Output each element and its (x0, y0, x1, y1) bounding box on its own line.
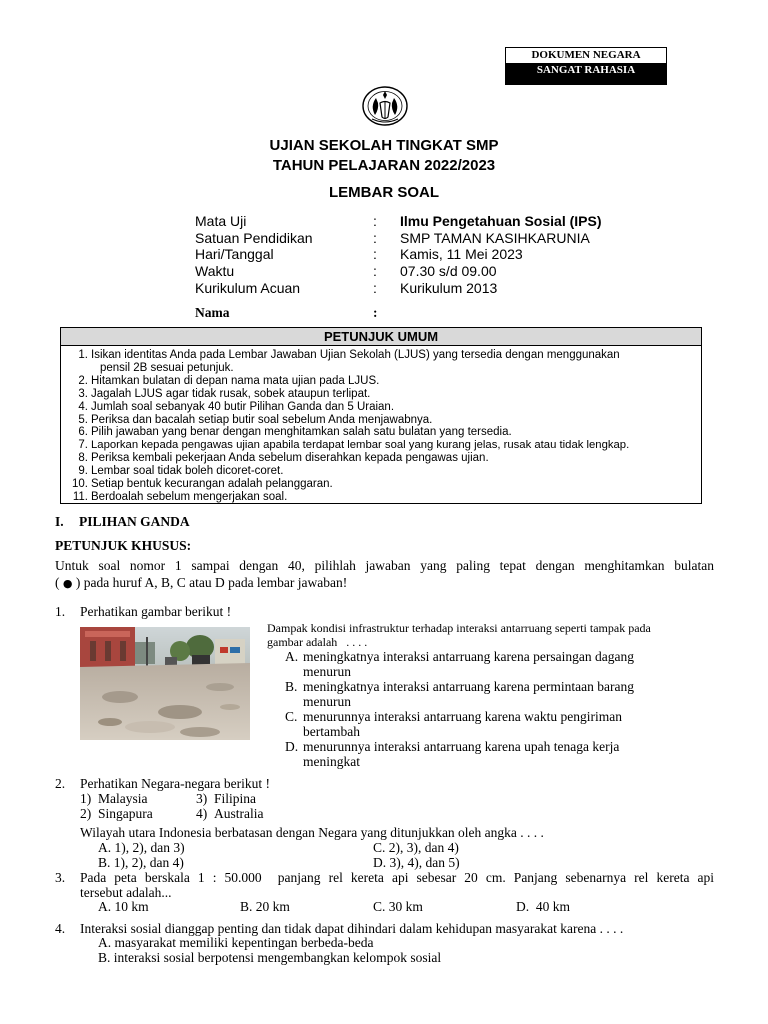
instruction-text: Jumlah soal sebanyak 40 butir Pilihan Ganda dan 5 Uraian. (91, 400, 395, 413)
instruction-number: 10. (72, 478, 88, 491)
option-a: A. masyarakat memiliki kepentingan berbeda-beda (98, 935, 374, 950)
instruction-item (61, 452, 701, 465)
instruction-item (61, 491, 701, 504)
meta-colon: : (373, 213, 377, 229)
instruction-rest: ) pada huruf A, B, C atau D pada lembar jawaban! (75, 575, 348, 590)
country-number: 4) (196, 806, 208, 821)
option-letter: A. (285, 649, 299, 664)
instruction-number: 7. (78, 439, 88, 452)
name-colon: : (373, 305, 378, 320)
section-title: PILIHAN GANDA (79, 514, 190, 529)
specific-instructions-title: PETUNJUK KHUSUS: (55, 538, 192, 553)
instruction-text: Periksa dan bacalah setiap butir soal sebelum Anda menjawabnya. (91, 413, 433, 426)
instruction-text: Lembar soal tidak boleh dicoret-coret. (91, 465, 284, 478)
meta-value: Kurikulum 2013 (400, 280, 498, 296)
meta-label: Hari/Tanggal (195, 246, 274, 262)
specific-instructions-line2 (55, 575, 347, 591)
country-name: Singapura (98, 806, 153, 821)
instruction-text: Jagalah LJUS agar tidak rusak, sobek ataupun terlipat. (91, 387, 371, 400)
option-text: menurunnya interaksi antarruang karena upah tenaga kerja (303, 739, 620, 754)
sheet-title: LEMBAR SOAL (329, 184, 439, 201)
instruction-text: Pilih jawaban yang benar dengan menghitamkan salah satu bulatan yang tersedia. (91, 426, 512, 439)
country-name: Australia (214, 806, 264, 821)
classification-line2: SANGAT RAHASIA (506, 63, 666, 84)
option-letter: C. (285, 709, 298, 724)
meta-colon: : (373, 280, 377, 296)
instruction-text: Setiap bentuk kecurangan adalah pelanggaran. (91, 478, 333, 491)
general-instructions-title: PETUNJUK UMUM (61, 328, 701, 346)
instruction-item (61, 388, 701, 401)
exam-title: UJIAN SEKOLAH TINGKAT SMP (269, 137, 499, 154)
option-text-continued: menurun (303, 664, 351, 679)
meta-value: 07.30 s/d 09.00 (400, 263, 497, 279)
meta-colon: : (373, 246, 377, 262)
meta-value: Kamis, 11 Mei 2023 (400, 246, 523, 262)
question-number: 3. (55, 870, 66, 885)
instruction-item (61, 375, 701, 388)
option-text: menurunnya interaksi antarruang karena waktu pengiriman (303, 709, 623, 724)
filled-circle-icon: ● (62, 577, 73, 590)
country-name: Filipina (214, 791, 257, 806)
academic-year: TAHUN PELAJARAN 2022/2023 (272, 157, 496, 174)
instruction-item (61, 426, 701, 439)
meta-label: Mata Uji (195, 213, 247, 229)
name-row (195, 304, 595, 321)
question-number: 4. (55, 921, 66, 936)
question-stem: Perhatikan Negara-negara berikut ! (80, 776, 271, 791)
instruction-number: 2. (78, 374, 88, 387)
meta-colon: : (373, 263, 377, 279)
instruction-item (61, 465, 701, 478)
section-roman-numeral: I. (55, 514, 64, 529)
option-d: D. 40 km (516, 899, 570, 914)
question-text-continued: tersebut adalah... (80, 885, 172, 900)
instruction-number: 5. (78, 413, 88, 426)
instruction-number: 8. (78, 452, 88, 465)
instruction-text: Berdoalah sebelum mengerjakan soal. (91, 490, 288, 503)
meta-value: SMP TAMAN KASIHKARUNIA (400, 230, 590, 246)
instruction-item (61, 478, 701, 491)
instruction-number: 3. (78, 387, 88, 400)
question-stem: Interaksi sosial dianggap penting dan tidak dapat dihindari dalam kehidupan masyarakat karena . . . . (80, 921, 624, 936)
instruction-text: Hitamkan bulatan di depan nama mata ujian pada LJUS. (91, 374, 380, 387)
instruction-item (61, 349, 701, 375)
instruction-item (61, 439, 701, 452)
option-b: B. 20 km (240, 899, 290, 914)
instruction-number: 11. (72, 490, 88, 503)
option-b: B. interaksi sosial berpotensi mengembangkan kelompok sosial (98, 950, 442, 965)
option-letter: D. (285, 739, 299, 754)
option-text-continued: menurun (303, 694, 351, 709)
specific-instructions-line1: Untuk soal nomor 1 sampai dengan 40, pilihlah jawaban yang paling tepat dengan menghitamkan bulatan (55, 558, 714, 573)
meta-label: Satuan Pendidikan (195, 230, 313, 246)
country-number: 1) (80, 791, 92, 806)
question-text: Pada peta berskala 1 : 50.000 panjang rel kereta api sebesar 20 cm. Panjang sebenarnya rel kereta api (80, 870, 714, 885)
country-name: Malaysia (98, 791, 148, 806)
option-c: C. 2), 3), dan 4) (373, 840, 459, 855)
instruction-text: Periksa kembali pekerjaan Anda sebelum diserahkan kepada pengawas ujian. (91, 452, 489, 465)
option-text: meningkatnya interaksi antarruang karena permintaan barang (303, 679, 634, 694)
meta-label: Waktu (195, 263, 235, 279)
question-stem: Perhatikan gambar berikut ! (80, 604, 232, 619)
instruction-number: 6. (78, 426, 88, 439)
question-text: Wilayah utara Indonesia berbatasan dengan Negara yang ditunjukkan oleh angka . . . . (80, 825, 544, 840)
name-label: Nama (195, 305, 230, 320)
instruction-number: 4. (78, 400, 88, 413)
country-number: 3) (196, 791, 208, 806)
option-text-continued: meningkat (303, 754, 360, 769)
option-letter: B. (285, 679, 298, 694)
instruction-text-continued: pensil 2B sesuai petunjuk. (100, 361, 234, 374)
question-number: 2. (55, 776, 66, 791)
instruction-number: 1. (78, 349, 88, 361)
option-c: C. 30 km (373, 899, 423, 914)
option-text: meningkatnya interaksi antarruang karena persaingan dagang (303, 649, 634, 664)
question-prompt-line2: gambar adalah . . . . (267, 635, 368, 649)
option-a: A. 10 km (98, 899, 149, 914)
option-d: D. 3), 4), dan 5) (373, 855, 460, 870)
instruction-text: Laporkan kepada pengawas ujian apabila terdapat lembar soal yang kurang jelas, rusak atau tidak lengkap. (91, 439, 630, 452)
tut-wuri-handayani-emblem-icon (360, 85, 410, 127)
damaged-road-photo (80, 627, 250, 740)
option-text-continued: bertambah (303, 724, 360, 739)
meta-value: Ilmu Pengetahuan Sosial (IPS) (400, 213, 602, 229)
general-instructions-list (61, 346, 701, 504)
classification-box (505, 47, 667, 85)
instruction-item (61, 414, 701, 427)
meta-colon: : (373, 230, 377, 246)
general-instructions-box (60, 327, 702, 504)
option-a: A. 1), 2), dan 3) (98, 840, 185, 855)
country-number: 2) (80, 806, 92, 821)
instruction-number: 9. (78, 465, 88, 478)
question-number: 1. (55, 604, 66, 619)
instruction-item (61, 401, 701, 414)
option-b: B. 1), 2), dan 4) (98, 855, 184, 870)
question-prompt-line1: Dampak kondisi infrastruktur terhadap interaksi antarruang seperti tampak pada (267, 621, 651, 635)
instruction-text: Isikan identitas Anda pada Lembar Jawaban Ujian Sekolah (LJUS) yang tersedia dengan menggunakan (91, 349, 620, 361)
classification-line1: DOKUMEN NEGARA (506, 48, 666, 63)
meta-label: Kurikulum Acuan (195, 280, 301, 296)
paren-open: ( (55, 575, 60, 590)
